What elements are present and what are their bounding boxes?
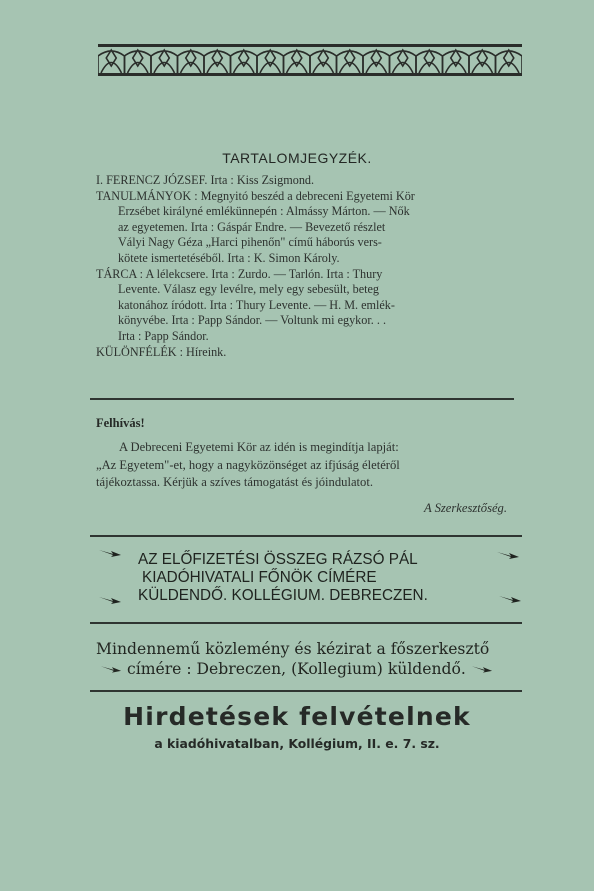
toc-title: TARTALOMJEGYZÉK. [222, 150, 372, 166]
pointing-hand-arrow-icon [496, 549, 520, 561]
decorative-border-icon [98, 44, 522, 76]
ornament-arch [416, 50, 443, 73]
subscription-line: AZ ELŐFIZETÉSI ÖSSZEG RÁZSÓ PÁL [138, 551, 418, 568]
pointing-hand-arrow-icon [100, 663, 122, 675]
toc-line: könyvébe. Irta : Papp Sándor. — Voltunk mi egykor. . . [118, 313, 386, 328]
ornament-arch [178, 50, 205, 73]
ornament-arch [337, 50, 364, 73]
subscription-line: KIADÓHIVATALI FŐNÖK CÍMÉRE [142, 569, 377, 586]
toc-line: I. FERENCZ JÓZSEF. Irta : Kiss Zsigmond. [96, 173, 315, 187]
toc-line: kötete ismertetéséből. Irta : K. Simon Károly. [118, 250, 340, 265]
pointing-hand-arrow-icon [98, 547, 122, 559]
ornament-arch [98, 50, 125, 73]
ads-heading: Hirdetések felvételnek [123, 702, 471, 731]
ornament-arch [496, 50, 523, 73]
toc-line: Vályi Nagy Géza „Harci pihenőn" című háborús vers- [118, 235, 382, 250]
toc-line: KÜLÖNFÉLÉK : Híreink. [96, 344, 227, 359]
appeal-signature: A Szerkesztőség. [423, 500, 507, 515]
ornament-arch [125, 50, 152, 73]
ornament-arch [310, 50, 337, 73]
appeal-label: Felhívás! [96, 416, 145, 430]
toc-line: Erzsébet királyné emlékünnepén : Almássy Márton. — Nők [118, 204, 410, 219]
divider [90, 690, 522, 692]
table-of-contents [96, 173, 536, 360]
ornament-arch [151, 50, 178, 73]
ornament-arch [257, 50, 284, 73]
notice-line: Mindennemű közlemény és kézirat a főszerkesztő [96, 640, 490, 658]
ornament-arch [204, 50, 231, 73]
divider [90, 398, 514, 400]
ads-notice [0, 702, 594, 754]
toc-line: TÁRCA : A lélekcsere. Irta : Zurdo. — Tarlón. Irta : Thury [96, 266, 383, 281]
ornament-arch [284, 50, 311, 73]
appeal-text [96, 439, 541, 517]
pointing-hand-arrow-icon [98, 594, 122, 606]
divider [90, 622, 522, 624]
editorial-notice [96, 639, 536, 679]
subscription-line: KÜLDENDŐ. KOLLÉGIUM. DEBRECZEN. [138, 587, 428, 604]
ads-subline: a kiadóhivatalban, Kollégium, II. e. 7. sz. [154, 736, 440, 751]
appeal-line: A Debreceni Egyetemi Kör az idén is megindítja lapját: [119, 440, 399, 454]
pointing-hand-arrow-icon [498, 593, 522, 605]
toc-line: Levente. Válasz egy levélre, mely egy sebesült, beteg [118, 282, 380, 297]
ornament-arch [390, 50, 417, 73]
toc-line: katonához íródott. Irta : Thury Levente. — H. M. emlék- [118, 297, 395, 312]
appeal-line: „Az Egyetem"-et, hogy a nagyközönséget az ifjúság életéről [96, 457, 400, 472]
toc-line: TANULMÁNYOK : Megnyitó beszéd a debreceni Egyetemi Kör [96, 188, 415, 203]
ornament-arch [363, 50, 390, 73]
pointing-hand-arrow-icon [471, 663, 493, 675]
ornament-arch [231, 50, 258, 73]
ornament-arch [443, 50, 470, 73]
subscription-notice [90, 551, 520, 605]
toc-line: az egyetemen. Irta : Gáspár Endre. — Bevezető részlet [118, 219, 386, 234]
divider [90, 535, 522, 537]
appeal-line: tájékoztassa. Kérjük a szíves támogatást és jóindulatot. [96, 475, 373, 490]
notice-line: címére : Debreczen, (Kollegium) küldendő. [126, 660, 466, 678]
ornament-arch [469, 50, 496, 73]
toc-line: Irta : Papp Sándor. [118, 328, 209, 343]
